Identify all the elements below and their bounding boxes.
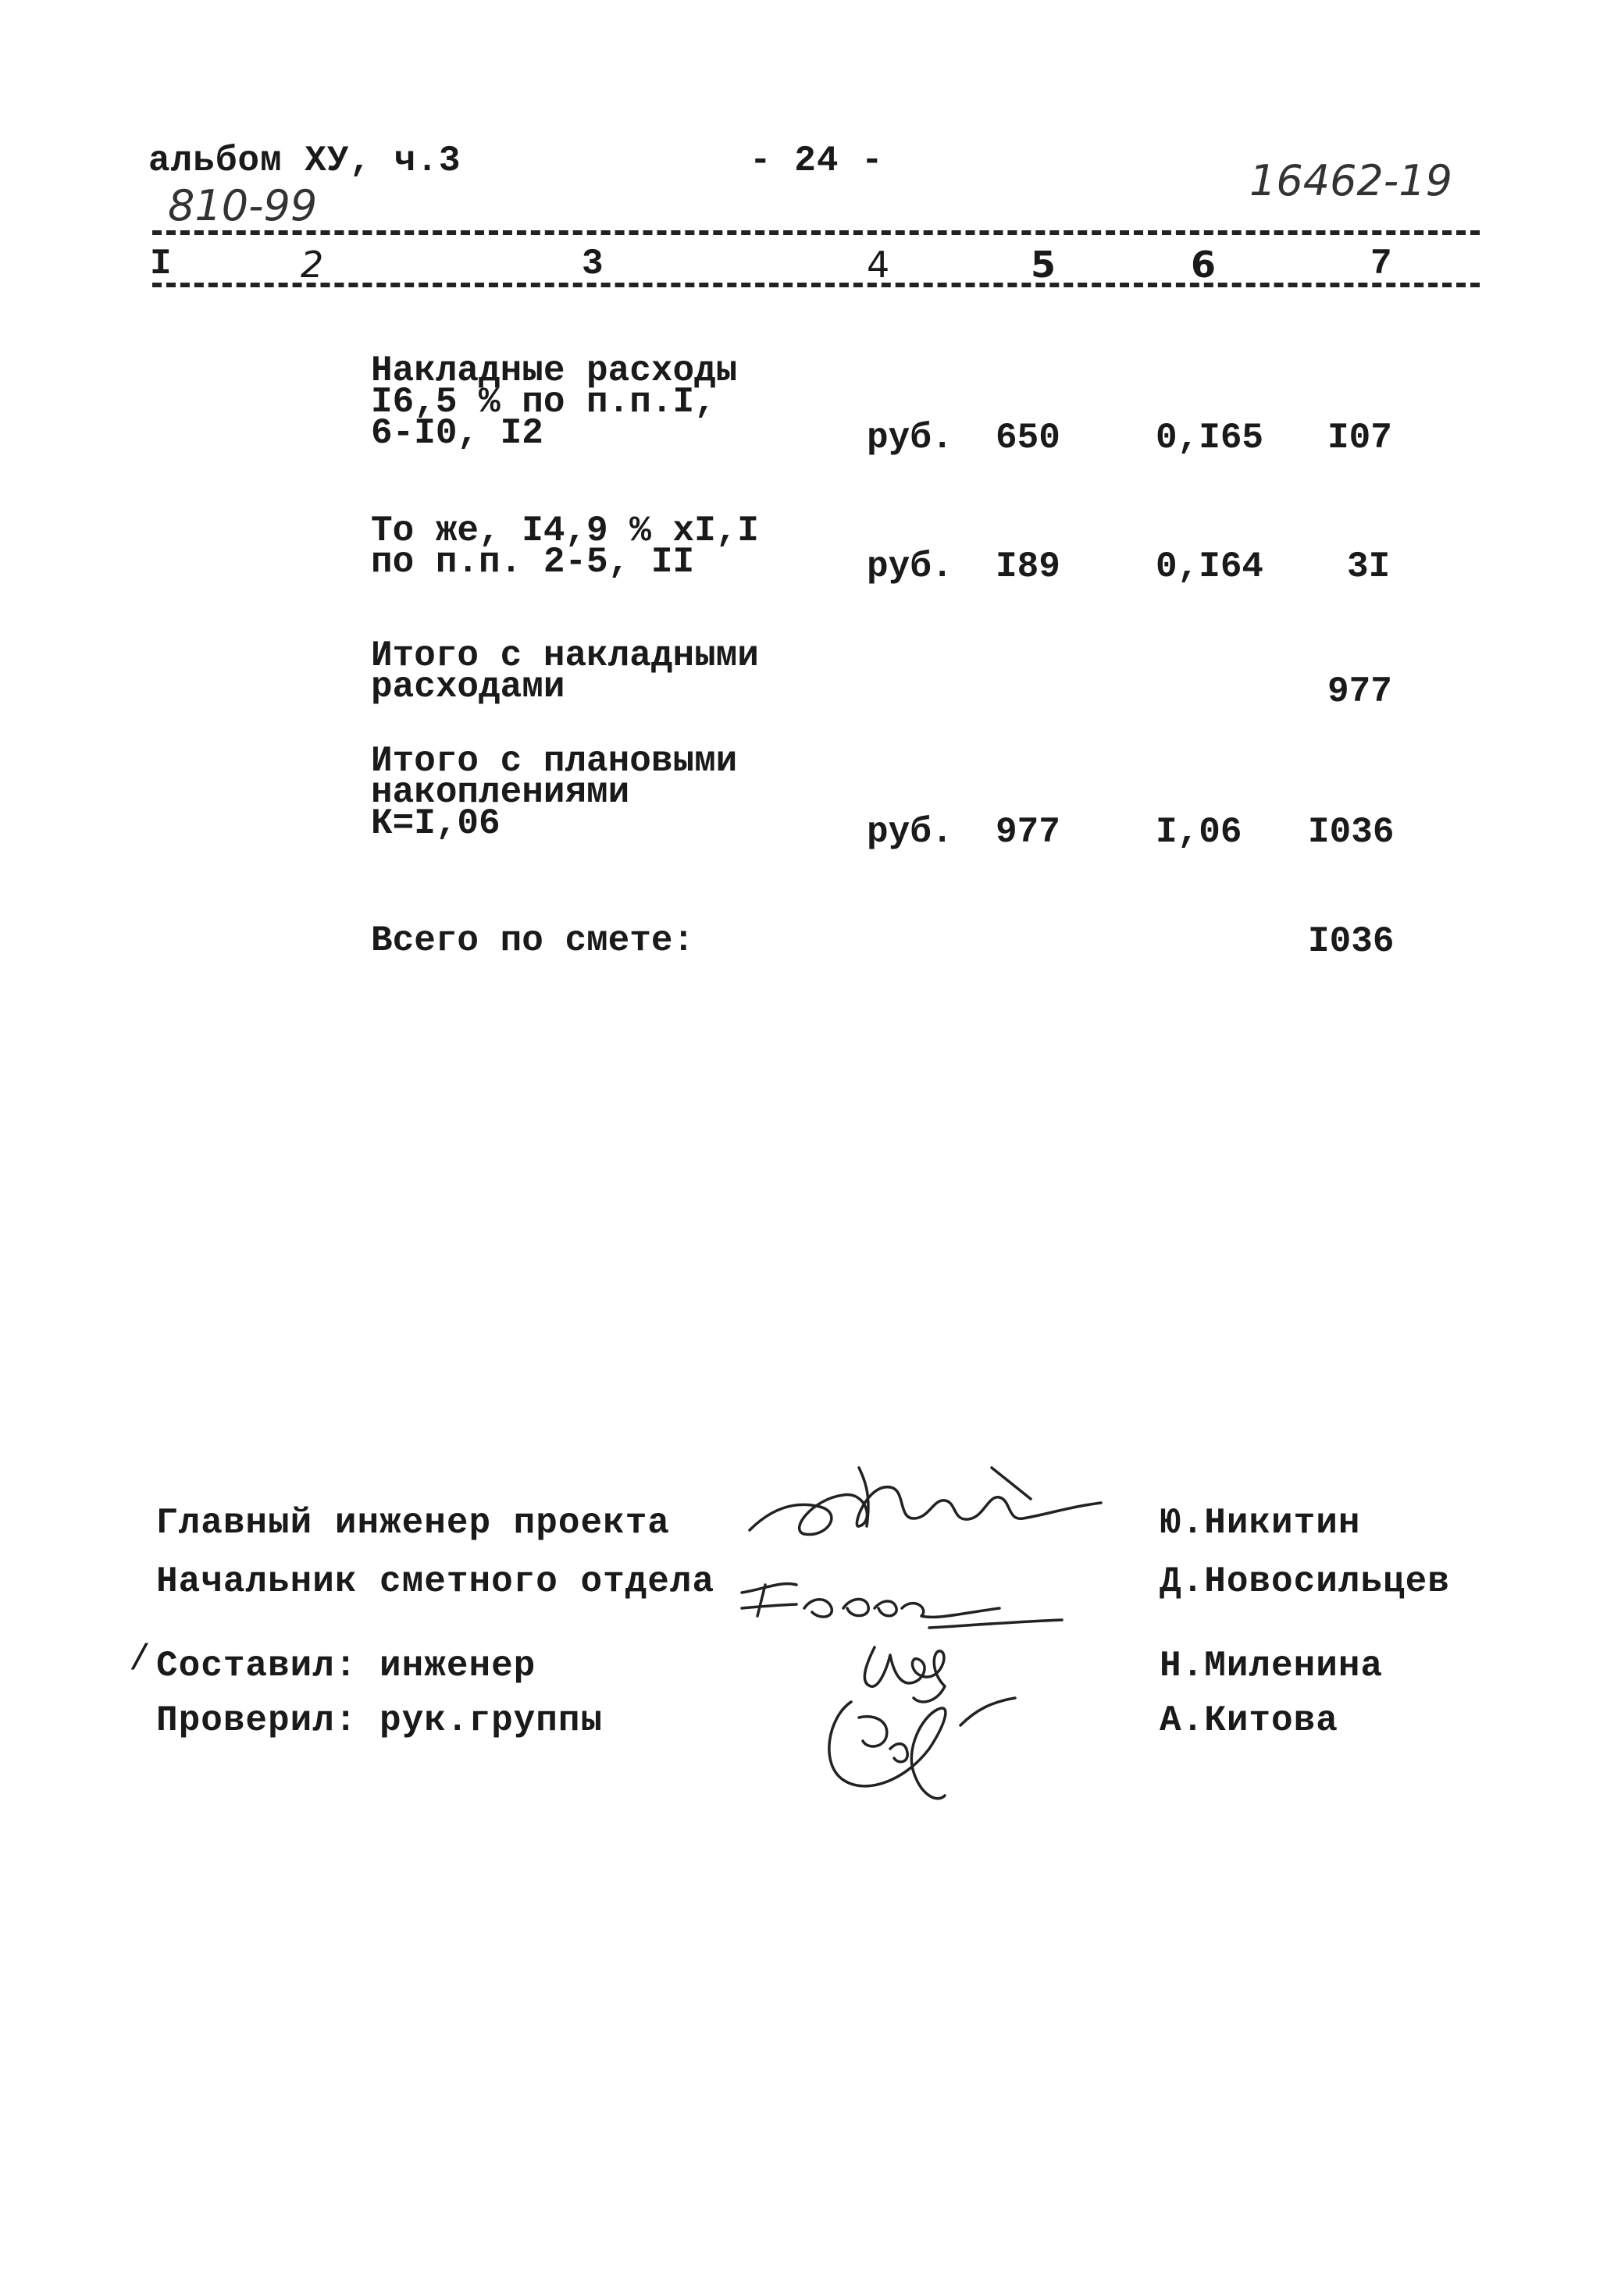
column-number: 4	[867, 244, 890, 286]
page-number: - 24 -	[750, 141, 884, 181]
album-label: альбом ХУ, ч.3	[148, 141, 461, 181]
album-handwritten-number: 810-99	[168, 181, 318, 230]
row-total: I07	[1327, 418, 1392, 458]
signature-role: Проверил: рук.группы	[156, 1700, 604, 1741]
row-unit: руб.	[867, 812, 953, 853]
handwritten-signatures	[734, 1452, 1156, 1827]
row-label: Итого с накладными расходами	[371, 635, 759, 707]
row-rate: 0,I65	[1156, 418, 1264, 458]
signatory-name: А.Китова	[1160, 1700, 1338, 1741]
row-unit: руб.	[867, 546, 953, 587]
row-label: Итого с плановыми накоплениями К=I,06	[371, 741, 738, 844]
column-header-bottom-rule	[152, 283, 1480, 287]
column-number: 5	[1031, 244, 1056, 286]
signature-role: Составил: инженер	[156, 1646, 536, 1686]
row-quantity: 650	[996, 418, 1060, 458]
column-number: 2	[301, 244, 324, 286]
row-label: Накладные расходы I6,5 % по п.п.I, 6-I0, I2	[371, 351, 738, 454]
row-total: 977	[1327, 671, 1392, 712]
row-total: 3I	[1347, 546, 1391, 587]
column-number: I	[150, 244, 172, 284]
row-quantity: I89	[996, 546, 1060, 587]
row-total: I036	[1308, 812, 1395, 853]
document-code-handwritten: 16462-19	[1249, 156, 1452, 205]
signatory-name: Ю.Никитин	[1160, 1503, 1361, 1543]
signatory-name: Н.Миленина	[1160, 1646, 1384, 1686]
signatory-name: Д.Новосильцев	[1160, 1561, 1450, 1602]
column-number: 6	[1191, 244, 1217, 286]
signature-role: Главный инженер проекта	[156, 1503, 670, 1543]
margin-tick: /	[129, 1639, 151, 1680]
row-label: Всего по смете:	[371, 920, 695, 961]
row-rate: 0,I64	[1156, 546, 1264, 587]
row-total: I036	[1308, 921, 1395, 962]
row-label: То же, I4,9 % xI,I по п.п. 2-5, II	[371, 511, 759, 582]
column-header-top-rule	[152, 230, 1480, 235]
signature-role: Начальник сметного отдела	[156, 1561, 715, 1602]
column-number: 7	[1370, 244, 1392, 284]
row-unit: руб.	[867, 418, 953, 458]
column-number: 3	[582, 244, 604, 284]
row-rate: I,06	[1156, 812, 1242, 853]
row-quantity: 977	[996, 812, 1060, 853]
